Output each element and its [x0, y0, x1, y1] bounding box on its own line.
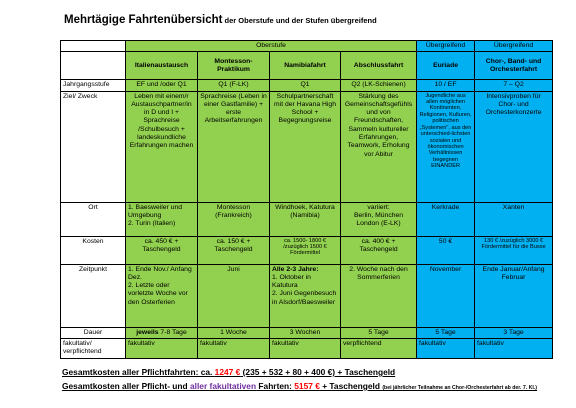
row-label: Ziel/ Zweck [61, 91, 126, 202]
cell: ca. 1500- 1800 € /zuzüglich 1500 € Fördermittel [270, 236, 341, 264]
row-label: Zeitpunkt [61, 264, 126, 327]
totals-1-suffix: (235 + 532 + 80 + 400 €) + Taschengeld [240, 367, 396, 377]
row-jahrgang [61, 80, 553, 91]
cell: fakultativ [417, 338, 475, 358]
cell: Sprachreise (Leben in einer Gastfamilie) + erste Arbeitserfahrungen [198, 91, 270, 202]
cell: Xanten [475, 202, 553, 236]
totals-all [62, 381, 537, 391]
cell: Q2 (LK-Schienen) [341, 80, 417, 91]
cell: fakultativ [270, 338, 341, 358]
row-label: Ort [61, 202, 126, 236]
totals-2-mid: Fahrten: [256, 381, 295, 391]
group-uebergreifend-2: Übergreifend [475, 41, 553, 52]
group-header-row [61, 41, 553, 52]
cell: ca. 150 € + Taschengeld [198, 236, 270, 264]
italien-dauer-text: 7-8 Tage [158, 328, 187, 336]
cell: 50 € [417, 236, 475, 264]
col-namibia: Namibiafahrt [270, 52, 341, 80]
cell: ca. 450 € + Taschengeld [126, 236, 198, 264]
totals-2-note: (bei jährlicher Teilnahme an Chor-/Orchesterfahrt ab der. 7. Kl.) [382, 385, 538, 391]
trips-table [60, 40, 553, 359]
title-sub: der Oberstufe und der Stufen übergreifend [222, 16, 377, 25]
corner-cell-2 [61, 52, 126, 80]
cell: Juni [198, 264, 270, 327]
title-main: Mehrtägige Fahrtenübersicht [64, 14, 223, 26]
cell: Schulpartnerschaft mit der Havana High School + Begegnungsreise [270, 91, 341, 202]
row-zeitpunkt [61, 264, 553, 327]
cell: November [417, 264, 475, 327]
col-italienaustausch: Italienaustausch [126, 52, 198, 80]
row-label: Jahrgangsstufe [61, 80, 126, 91]
italien-dauer-bold: jeweils [136, 328, 159, 336]
cell: Q1 [270, 80, 341, 91]
cell: Ende Januar/Anfang Februar [475, 264, 553, 327]
cell: Intensivproben für Chor- und Orchesterkonzerte [475, 91, 553, 202]
corner-cell [61, 41, 126, 52]
cell: Kerkrade [417, 202, 475, 236]
row-dauer [61, 327, 553, 338]
cell: Q1 (F-LK) [198, 80, 270, 91]
cell: fakultativ [126, 338, 198, 358]
totals-1-amount: 1247 € [214, 367, 241, 377]
cell: fakultativ [475, 338, 553, 358]
cell: 5 Tage [417, 327, 475, 338]
cell: Montesson (Frankreich) [198, 202, 270, 236]
totals-mandatory [62, 367, 395, 377]
cell: EF und /oder Q1 [126, 80, 198, 91]
totals-1-prefix: Gesamtkosten aller Pflichtfahrten: ca. [62, 367, 215, 377]
col-chor: Chor-, Band- und Orchesterfahrt [475, 52, 553, 80]
cell: 3 Tage [475, 327, 553, 338]
cell: Stärkung des Gemeinschaftsgefühls und von Freundschaften, Sammeln kultureller Erfahrungen, Teamwork, Erholung vor Abitur [341, 91, 417, 202]
row-label: fakultativ/ verpflichtend [61, 338, 126, 358]
cell: 5 Tage [341, 327, 417, 338]
cell: 1. Ende Nov./ Anfang Dez. 2. Letzte oder vorletzte Woche vor den Osterferien [126, 264, 198, 327]
cell: verpflichtend [341, 338, 417, 358]
row-ziel [61, 91, 553, 202]
col-euriade: Euriade [417, 52, 475, 80]
cell: Windhoek, Katutura (Namibia) [270, 202, 341, 236]
cell: 130 € /zuzüglich 3000 € Fördermittel für die Busse [475, 236, 553, 264]
totals-2-optional: aller fakultativen [189, 381, 257, 391]
totals-2-suffix: + Taschengeld [319, 381, 383, 391]
row-kosten [61, 236, 553, 264]
namibia-zeit-text: 1. Oktober in Katutura 2. Juni Gegenbesuch in Alsdorf/Baesweiler [272, 273, 337, 306]
row-ort [61, 202, 553, 236]
group-oberstufe: Oberstufe [126, 41, 417, 52]
row-label: Dauer [61, 327, 126, 338]
namibia-zeit-bold: Alle 2-3 Jahre: [272, 265, 319, 273]
cell: Jugendliche aus allen möglichen Kontinenten, Religionen, Kulturen, politischen „Systemen", aus den unterschied-lichsten sozialen und ökonomischen Verhältnissen begegnen EINANDER [417, 91, 475, 202]
cell: 1 Woche [198, 327, 270, 338]
cell: 1. Baesweiler und Umgebung 2. Turin (Italien) [126, 202, 198, 236]
cell: 2. Woche nach den Sommerferien [341, 264, 417, 327]
col-abschluss: Abschlussfahrt [341, 52, 417, 80]
group-uebergreifend-1: Übergreifend [417, 41, 475, 52]
totals-2-amount: 5157 € [294, 381, 320, 391]
cell: fakultativ [198, 338, 270, 358]
cell: 7 – Q2 [475, 80, 553, 91]
cell-namibia-zeitpunkt [270, 264, 341, 327]
row-label: Kosten [61, 236, 126, 264]
page-title [64, 14, 377, 26]
totals-2-prefix: Gesamtkosten aller Pflicht- und [62, 381, 190, 391]
cell: 10 / EF [417, 80, 475, 91]
col-montesson: Montesson-Praktikum [198, 52, 270, 80]
row-fakultativ [61, 338, 553, 358]
cell-italien-dauer [126, 327, 198, 338]
cell: 3 Wochen [270, 327, 341, 338]
cell: variiert: Berlin, München London (E-LK) [341, 202, 417, 236]
cell: Leben mit einem/r Austauschpartner/in in D und I + Sprachreise /Schulbesuch + landeskundliche Erfahrungen machen [126, 91, 198, 202]
cell: ca. 400 € + Taschengeld [341, 236, 417, 264]
column-header-row [61, 52, 553, 80]
